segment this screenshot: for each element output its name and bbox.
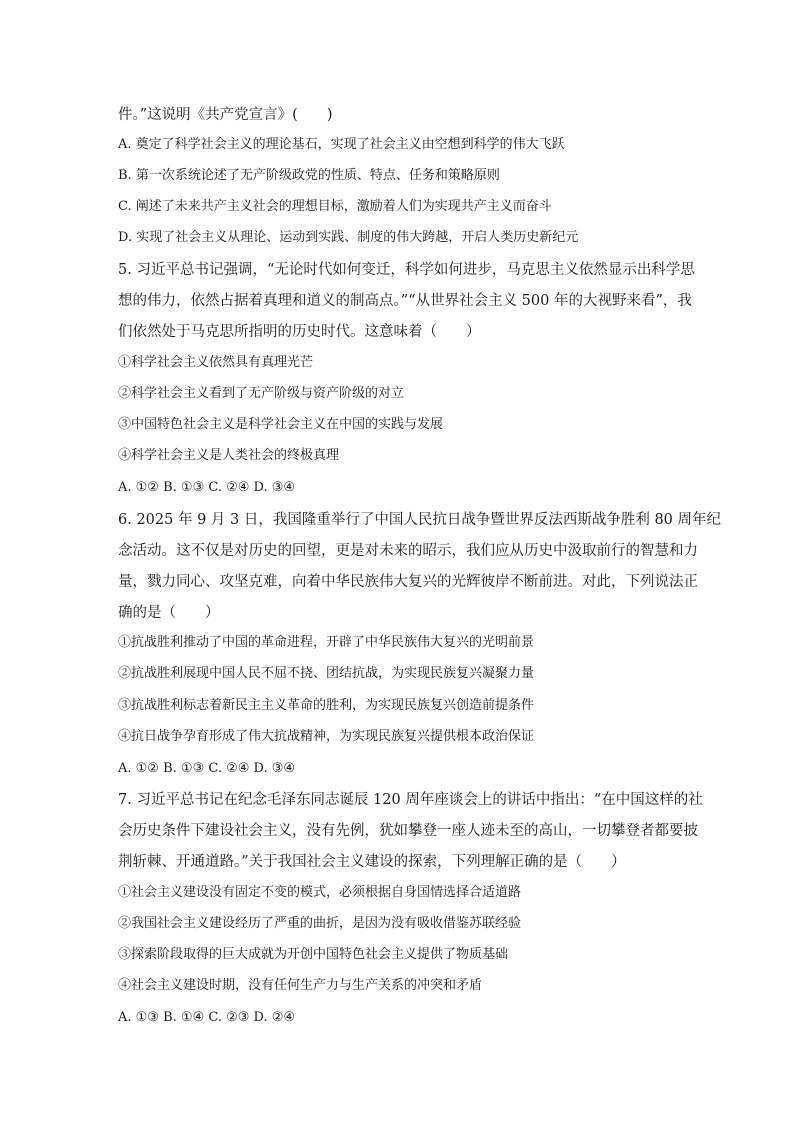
q6-statement-3: ③抗战胜利标志着新民主主义革命的胜利，为实现民族复兴创造前提条件 bbox=[118, 698, 535, 713]
q6-stem-line-3: 量，戮力同心、攻坚克难，向着中华民族伟大复兴的光辉彼岸不断前进。对此，下列说法正 bbox=[118, 574, 698, 590]
q7-stem-line-3: 荆斩棘、开通道路。”关于我国社会主义建设的探索，下列理解正确的是（ ） bbox=[118, 854, 626, 870]
q6-stem-line-2: 念活动。这不仅是对历史的回望，更是对未来的昭示，我们应从历史中汲取前行的智慧和力 bbox=[118, 543, 698, 559]
q7-statement-3: ③探索阶段取得的巨大成就为开创中国特色社会主义提供了物质基础 bbox=[118, 947, 509, 962]
q4-option-a: A. 奠定了科学社会主义的理论基石，实现了社会主义由空想到科学的伟大飞跃 bbox=[118, 137, 565, 152]
q5-statement-2: ②科学社会主义看到了无产阶级与资产阶级的对立 bbox=[118, 386, 405, 401]
q6-stem-line-1: 6. 2025 年 9 月 3 日，我国隆重举行了中国人民抗日战争暨世界反法西斯战争胜利 80 周年纪 bbox=[118, 512, 722, 528]
q7-statement-4: ④社会主义建设时期，没有任何生产力与生产关系的冲突和矛盾 bbox=[118, 978, 483, 993]
q6-stem-line-4: 确的是（ ） bbox=[118, 605, 220, 621]
q5-choices: A. ①② B. ①③ C. ②④ D. ③④ bbox=[118, 480, 296, 495]
q6-choices: A. ①② B. ①③ C. ②④ D. ③④ bbox=[118, 761, 296, 776]
q7-stem-line-1: 7. 习近平总书记在纪念毛泽东同志诞辰 120 周年座谈会上的讲话中指出：“在中国这样的社 bbox=[118, 792, 703, 808]
q5-stem-line-1: 5. 习近平总书记强调，“无论时代如何变迁，科学如何进步，马克思主义依然显示出科学思 bbox=[118, 262, 695, 278]
q5-statement-3: ③中国特色社会主义是科学社会主义在中国的实践与发展 bbox=[118, 417, 444, 432]
q4-option-d: D. 实现了社会主义从理论、运动到实践、制度的伟大跨越，开启人类历史新纪元 bbox=[118, 230, 579, 245]
q7-statement-1: ①社会主义建设没有固定不变的模式，必须根据自身国情选择合适道路 bbox=[118, 885, 522, 900]
q7-statement-2: ②我国社会主义建设经历了严重的曲折，是因为没有吸收借鉴苏联经验 bbox=[118, 916, 522, 931]
q7-choices: A. ①③ B. ①④ C. ②③ D. ②④ bbox=[118, 1010, 296, 1025]
q6-statement-1: ①抗战胜利推动了中国的革命进程，开辟了中华民族伟大复兴的光明前景 bbox=[118, 635, 535, 650]
q6-statement-2: ②抗战胜利展现中国人民不屈不挠、团结抗战，为实现民族复兴凝聚力量 bbox=[118, 666, 535, 681]
q4-option-c: C. 阐述了未来共产主义社会的理想目标，激励着人们为实现共产主义而奋斗 bbox=[118, 199, 552, 214]
q5-statement-4: ④科学社会主义是人类社会的终极真理 bbox=[118, 448, 340, 463]
q5-statement-1: ①科学社会主义依然具有真理光芒 bbox=[118, 355, 314, 370]
q7-stem-line-2: 会历史条件下建设社会主义，没有先例，犹如攀登一座人迹未至的高山，一切攀登者都要披 bbox=[118, 823, 698, 839]
q4-option-b: B. 第一次系统论述了无产阶级政党的性质、特点、任务和策略原则 bbox=[118, 168, 500, 183]
q5-stem-line-3: 们依然处于马克思所指明的历史时代。这意味着（ ） bbox=[118, 324, 481, 340]
q6-statement-4: ④抗日战争孕育形成了伟大抗战精神，为实现民族复兴提供根本政治保证 bbox=[118, 729, 535, 744]
q5-stem-line-2: 想的伟力，依然占据着真理和道义的制高点。”“从世界社会主义 500 年的大视野来看”，我 bbox=[118, 293, 692, 309]
q4-stem-end: 件。”这说明《共产党宣言》( ) bbox=[118, 107, 333, 123]
